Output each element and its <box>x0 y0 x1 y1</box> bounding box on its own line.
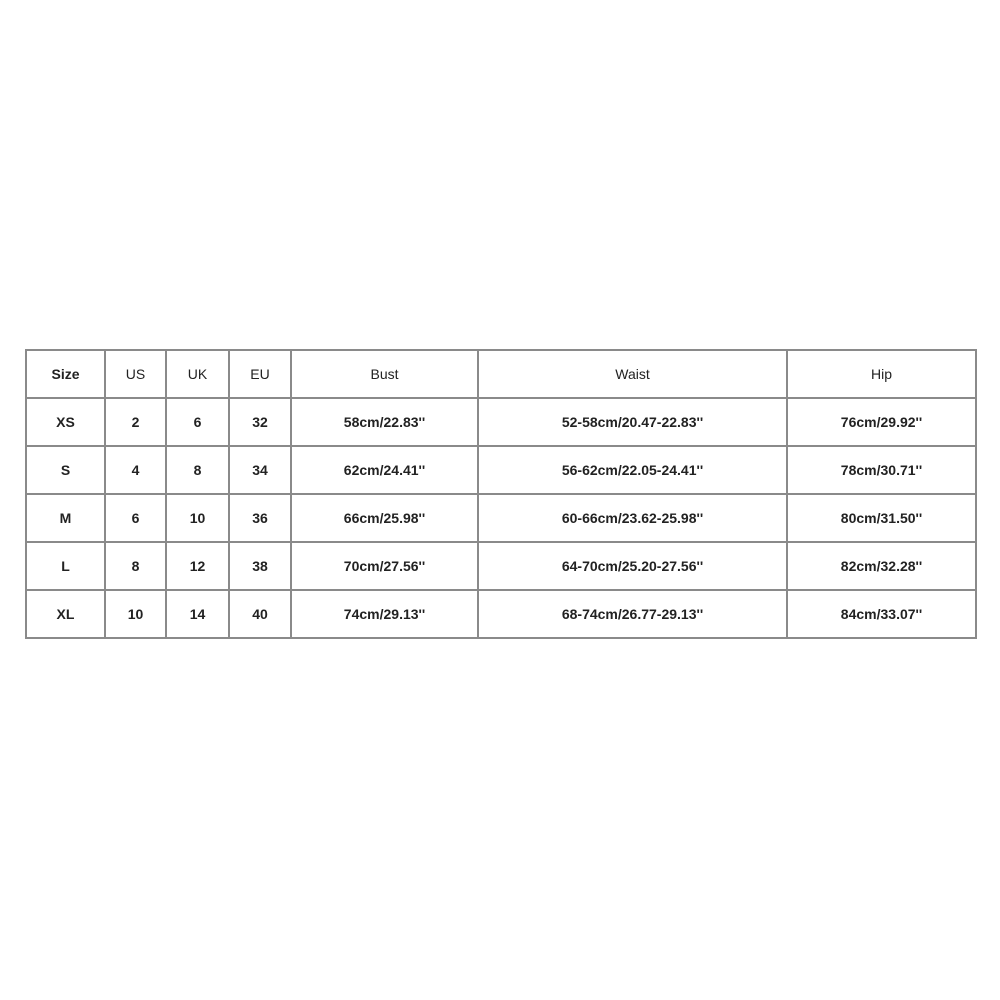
table-row <box>26 494 976 542</box>
cell-us: 6 <box>105 494 166 542</box>
header-eu: EU <box>229 350 291 398</box>
cell-uk: 14 <box>166 590 229 638</box>
cell-eu: 32 <box>229 398 291 446</box>
header-size: Size <box>26 350 105 398</box>
table-row <box>26 542 976 590</box>
cell-eu: 40 <box>229 590 291 638</box>
cell-size: L <box>26 542 105 590</box>
cell-waist: 68-74cm/26.77-29.13'' <box>478 590 787 638</box>
cell-bust: 58cm/22.83'' <box>291 398 478 446</box>
cell-waist: 64-70cm/25.20-27.56'' <box>478 542 787 590</box>
cell-hip: 78cm/30.71'' <box>787 446 976 494</box>
table-row <box>26 398 976 446</box>
cell-bust: 70cm/27.56'' <box>291 542 478 590</box>
cell-hip: 84cm/33.07'' <box>787 590 976 638</box>
cell-waist: 60-66cm/23.62-25.98'' <box>478 494 787 542</box>
cell-hip: 82cm/32.28'' <box>787 542 976 590</box>
cell-eu: 38 <box>229 542 291 590</box>
cell-hip: 76cm/29.92'' <box>787 398 976 446</box>
cell-uk: 12 <box>166 542 229 590</box>
cell-waist: 56-62cm/22.05-24.41'' <box>478 446 787 494</box>
cell-us: 8 <box>105 542 166 590</box>
header-bust: Bust <box>291 350 478 398</box>
cell-eu: 34 <box>229 446 291 494</box>
cell-us: 2 <box>105 398 166 446</box>
cell-size: XL <box>26 590 105 638</box>
cell-size: XS <box>26 398 105 446</box>
size-chart-table <box>25 349 977 639</box>
cell-uk: 10 <box>166 494 229 542</box>
cell-size: M <box>26 494 105 542</box>
cell-us: 10 <box>105 590 166 638</box>
table-row <box>26 446 976 494</box>
header-us: US <box>105 350 166 398</box>
cell-bust: 62cm/24.41'' <box>291 446 478 494</box>
header-hip: Hip <box>787 350 976 398</box>
cell-eu: 36 <box>229 494 291 542</box>
cell-bust: 74cm/29.13'' <box>291 590 478 638</box>
header-uk: UK <box>166 350 229 398</box>
cell-hip: 80cm/31.50'' <box>787 494 976 542</box>
header-row <box>26 350 976 398</box>
cell-waist: 52-58cm/20.47-22.83'' <box>478 398 787 446</box>
header-waist: Waist <box>478 350 787 398</box>
cell-size: S <box>26 446 105 494</box>
table-row <box>26 590 976 638</box>
cell-us: 4 <box>105 446 166 494</box>
cell-uk: 8 <box>166 446 229 494</box>
cell-uk: 6 <box>166 398 229 446</box>
cell-bust: 66cm/25.98'' <box>291 494 478 542</box>
